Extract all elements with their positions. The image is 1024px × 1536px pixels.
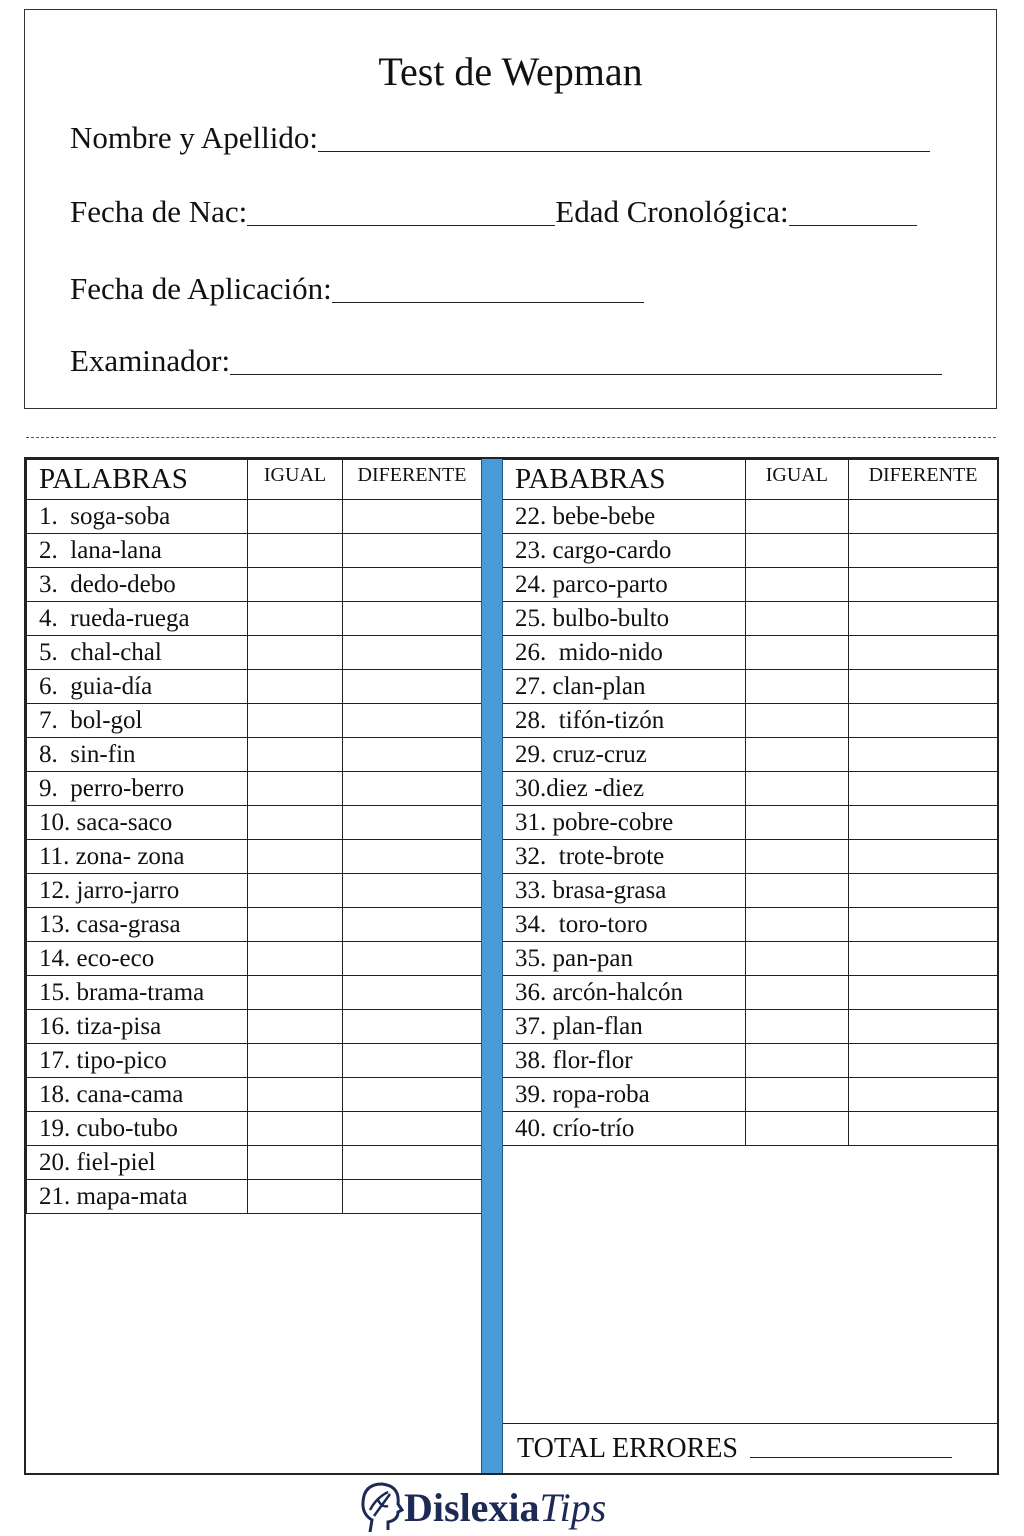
igual-cell[interactable] (248, 1044, 343, 1078)
table-row (503, 636, 997, 670)
word-pair: 10. saca-saco (27, 806, 248, 840)
table-row (503, 1010, 997, 1044)
igual-cell[interactable] (745, 772, 848, 806)
diferente-cell[interactable] (849, 1112, 997, 1146)
word-pair: 36. arcón-halcón (503, 976, 745, 1010)
table-row (27, 840, 482, 874)
word-pair: 12. jarro-jarro (27, 874, 248, 908)
table-row (503, 840, 997, 874)
diferente-cell[interactable] (849, 1078, 997, 1112)
igual-cell[interactable] (248, 670, 343, 704)
word-pair: 21. mapa-mata (27, 1180, 248, 1214)
age-label: Edad Cronológica: (555, 194, 789, 229)
header-palabras: PABABRAS (503, 460, 745, 500)
total-errors-input-line[interactable] (750, 1435, 952, 1458)
birthdate-input-line[interactable] (247, 195, 555, 226)
diferente-cell[interactable] (343, 534, 482, 568)
word-pair: 24. parco-parto (503, 568, 745, 602)
igual-cell[interactable] (745, 1078, 848, 1112)
name-label: Nombre y Apellido: (70, 120, 318, 155)
diferente-cell[interactable] (343, 840, 482, 874)
diferente-cell[interactable] (849, 1044, 997, 1078)
word-pair: 25. bulbo-bulto (503, 602, 745, 636)
table-row (503, 568, 997, 602)
diferente-cell[interactable] (849, 874, 997, 908)
table-row (503, 874, 997, 908)
diferente-cell[interactable] (849, 840, 997, 874)
diferente-cell[interactable] (849, 636, 997, 670)
birthdate-label: Fecha de Nac: (70, 194, 248, 229)
igual-cell[interactable] (745, 942, 848, 976)
igual-cell[interactable] (248, 840, 343, 874)
diferente-cell[interactable] (343, 670, 482, 704)
igual-cell[interactable] (745, 704, 848, 738)
diferente-cell[interactable] (343, 738, 482, 772)
table-row (503, 908, 997, 942)
igual-cell[interactable] (745, 500, 848, 534)
diferente-cell[interactable] (849, 670, 997, 704)
igual-cell[interactable] (745, 534, 848, 568)
left-word-table (26, 459, 482, 1214)
examiner-label: Examinador: (70, 343, 231, 378)
diferente-cell[interactable] (343, 976, 482, 1010)
table-row (503, 1078, 997, 1112)
table-row (27, 568, 482, 602)
header-diferente: DIFERENTE (343, 460, 482, 500)
header-diferente: DIFERENTE (849, 460, 997, 500)
igual-cell[interactable] (745, 806, 848, 840)
igual-cell[interactable] (248, 976, 343, 1010)
word-pair: 38. flor-flor (503, 1044, 745, 1078)
table-row (27, 1146, 482, 1180)
diferente-cell[interactable] (343, 908, 482, 942)
word-pair: 17. tipo-pico (27, 1044, 248, 1078)
table-row (27, 670, 482, 704)
table-row (27, 1112, 482, 1146)
diferente-cell[interactable] (343, 806, 482, 840)
diferente-cell[interactable] (849, 534, 997, 568)
word-pair: 26. mido-nido (503, 636, 745, 670)
igual-cell[interactable] (745, 1112, 848, 1146)
igual-cell[interactable] (248, 534, 343, 568)
igual-cell[interactable] (248, 738, 343, 772)
word-pair: 9. perro-berro (27, 772, 248, 806)
word-pair: 1. soga-soba (27, 500, 248, 534)
table-row (27, 874, 482, 908)
table-row (27, 1010, 482, 1044)
igual-cell[interactable] (745, 1044, 848, 1078)
diferente-cell[interactable] (343, 1010, 482, 1044)
table-row (27, 908, 482, 942)
igual-cell[interactable] (248, 704, 343, 738)
igual-cell[interactable] (248, 1112, 343, 1146)
igual-cell[interactable] (745, 568, 848, 602)
page-title: Test de Wepman (378, 49, 643, 94)
word-pair: 35. pan-pan (503, 942, 745, 976)
igual-cell[interactable] (745, 738, 848, 772)
dislexiatips-logo (358, 1480, 606, 1534)
word-pair: 30.diez -diez (503, 772, 745, 806)
word-pair: 11. zona- zona (27, 840, 248, 874)
total-errors-label: TOTAL ERRORES (517, 1432, 738, 1464)
header-box (24, 9, 997, 409)
table-row (503, 1044, 997, 1078)
word-table (24, 457, 999, 1475)
table-row (27, 1044, 482, 1078)
blue-column-divider (481, 459, 503, 1473)
igual-cell[interactable] (248, 636, 343, 670)
diferente-cell[interactable] (343, 636, 482, 670)
igual-cell[interactable] (745, 602, 848, 636)
diferente-cell[interactable] (849, 772, 997, 806)
table-row (503, 976, 997, 1010)
application-date-label: Fecha de Aplicación: (70, 271, 332, 306)
diferente-cell[interactable] (849, 738, 997, 772)
diferente-cell[interactable] (849, 602, 997, 636)
word-pair: 13. casa-grasa (27, 908, 248, 942)
igual-cell[interactable] (248, 602, 343, 636)
table-row (503, 806, 997, 840)
birthdate-field (70, 194, 917, 230)
header-palabras: PALABRAS (27, 460, 248, 500)
diferente-cell[interactable] (343, 942, 482, 976)
word-pair: 15. brama-trama (27, 976, 248, 1010)
diferente-cell[interactable] (849, 908, 997, 942)
application-date-input-line[interactable] (332, 272, 644, 303)
cut-line-divider (26, 437, 996, 438)
diferente-cell[interactable] (343, 1112, 482, 1146)
word-pair: 39. ropa-roba (503, 1078, 745, 1112)
igual-cell[interactable] (745, 1010, 848, 1044)
examiner-field (70, 343, 942, 379)
igual-cell[interactable] (248, 1146, 343, 1180)
table-row (27, 602, 482, 636)
diferente-cell[interactable] (343, 568, 482, 602)
diferente-cell[interactable] (343, 874, 482, 908)
head-brain-icon (358, 1480, 404, 1534)
total-errors-field (503, 1423, 999, 1473)
igual-cell[interactable] (248, 1010, 343, 1044)
table-row (27, 942, 482, 976)
diferente-cell[interactable] (849, 806, 997, 840)
word-pair: 23. cargo-cardo (503, 534, 745, 568)
table-row (27, 976, 482, 1010)
table-row (503, 602, 997, 636)
diferente-cell[interactable] (849, 1010, 997, 1044)
table-row (503, 704, 997, 738)
diferente-cell[interactable] (849, 568, 997, 602)
word-pair: 6. guia-día (27, 670, 248, 704)
word-pair: 31. pobre-cobre (503, 806, 745, 840)
header-igual: IGUAL (745, 460, 848, 500)
examiner-input-line[interactable] (230, 344, 942, 375)
igual-cell[interactable] (745, 874, 848, 908)
table-row (503, 1112, 997, 1146)
table-row (27, 500, 482, 534)
header-igual: IGUAL (248, 460, 343, 500)
diferente-cell[interactable] (343, 1044, 482, 1078)
diferente-cell[interactable] (343, 500, 482, 534)
diferente-cell[interactable] (343, 602, 482, 636)
word-pair: 14. eco-eco (27, 942, 248, 976)
age-input-line[interactable] (789, 195, 917, 226)
table-row (27, 1180, 482, 1214)
igual-cell[interactable] (248, 1078, 343, 1112)
application-date-field (70, 271, 644, 307)
diferente-cell[interactable] (343, 772, 482, 806)
igual-cell[interactable] (248, 500, 343, 534)
table-row (503, 534, 997, 568)
word-pair: 32. trote-brote (503, 840, 745, 874)
word-pair: 3. dedo-debo (27, 568, 248, 602)
word-pair: 8. sin-fin (27, 738, 248, 772)
logo-text: DislexiaTips (404, 1484, 607, 1530)
igual-cell[interactable] (248, 806, 343, 840)
right-word-table (503, 459, 997, 1146)
word-pair: 40. crío-trío (503, 1112, 745, 1146)
table-row (27, 704, 482, 738)
diferente-cell[interactable] (343, 1180, 482, 1214)
table-row (503, 738, 997, 772)
igual-cell[interactable] (248, 874, 343, 908)
table-row (503, 772, 997, 806)
word-pair: 34. toro-toro (503, 908, 745, 942)
diferente-cell[interactable] (343, 704, 482, 738)
word-pair: 4. rueda-ruega (27, 602, 248, 636)
word-pair: 29. cruz-cruz (503, 738, 745, 772)
word-pair: 33. brasa-grasa (503, 874, 745, 908)
igual-cell[interactable] (248, 908, 343, 942)
word-pair: 16. tiza-pisa (27, 1010, 248, 1044)
word-pair: 37. plan-flan (503, 1010, 745, 1044)
name-input-line[interactable] (318, 121, 930, 152)
table-row (27, 772, 482, 806)
diferente-cell[interactable] (343, 1078, 482, 1112)
igual-cell[interactable] (745, 840, 848, 874)
igual-cell[interactable] (745, 636, 848, 670)
diferente-cell[interactable] (849, 500, 997, 534)
table-row (27, 738, 482, 772)
diferente-cell[interactable] (849, 976, 997, 1010)
igual-cell[interactable] (248, 772, 343, 806)
word-pair: 19. cubo-tubo (27, 1112, 248, 1146)
diferente-cell[interactable] (343, 1146, 482, 1180)
word-pair: 5. chal-chal (27, 636, 248, 670)
igual-cell[interactable] (745, 908, 848, 942)
table-row (27, 806, 482, 840)
igual-cell[interactable] (745, 670, 848, 704)
table-row (503, 942, 997, 976)
word-pair: 20. fiel-piel (27, 1146, 248, 1180)
name-field (70, 120, 930, 156)
word-pair: 27. clan-plan (503, 670, 745, 704)
word-pair: 7. bol-gol (27, 704, 248, 738)
word-pair: 28. tifón-tizón (503, 704, 745, 738)
igual-cell[interactable] (248, 942, 343, 976)
word-pair: 2. lana-lana (27, 534, 248, 568)
igual-cell[interactable] (248, 568, 343, 602)
diferente-cell[interactable] (849, 704, 997, 738)
table-row (27, 636, 482, 670)
diferente-cell[interactable] (849, 942, 997, 976)
igual-cell[interactable] (248, 1180, 343, 1214)
table-row (503, 500, 997, 534)
table-row (27, 1078, 482, 1112)
word-pair: 22. bebe-bebe (503, 500, 745, 534)
word-pair: 18. cana-cama (27, 1078, 248, 1112)
table-row (27, 534, 482, 568)
igual-cell[interactable] (745, 976, 848, 1010)
table-row (503, 670, 997, 704)
